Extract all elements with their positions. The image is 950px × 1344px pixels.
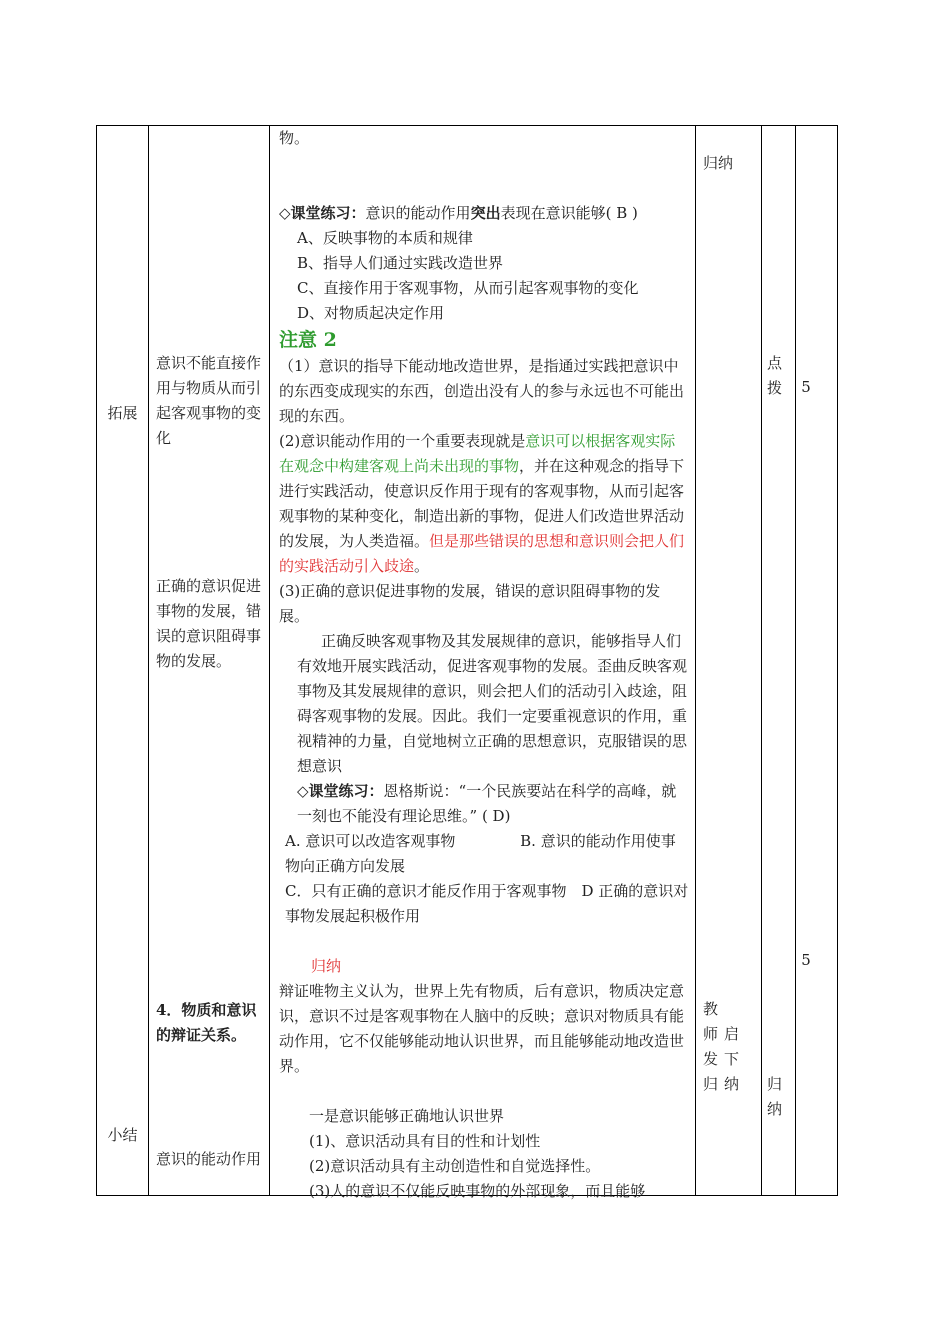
exercise-emphasis: 突出 bbox=[470, 204, 501, 222]
stage-expand: 拓展 bbox=[107, 404, 138, 422]
lesson-table bbox=[96, 125, 838, 1200]
method-teacher-guide: 教 师启 发下 归纳 bbox=[703, 1000, 767, 1093]
summary-paragraph: 辩证唯物主义认为，世界上先有物质，后有意识，物质决定意识，意识不过是客观事物在人脑中的反映；意识对物质具有能动作用，它不仅能够能动地认识世界，而且能够能动地改造世界。 bbox=[279, 982, 685, 1075]
note-paragraph: (3)正确的意识促进事物的发展，错误的意识阻碍事物的发展。 bbox=[279, 582, 661, 625]
method-guidance: 点拨 bbox=[767, 354, 783, 397]
method-induction-2: 归纳 bbox=[767, 1075, 783, 1118]
summary-item: (2)意识活动具有主动创造性和自觉选择性。 bbox=[309, 1157, 601, 1175]
exercise-label: ◇课堂练习： bbox=[279, 204, 366, 222]
exercise-option: A、反映事物的本质和规律 bbox=[297, 229, 473, 247]
spacer bbox=[279, 929, 689, 954]
exercise-option: B、指导人们通过实践改造世界 bbox=[297, 254, 504, 272]
section-heading: 4．物质和意识的辩证关系。 bbox=[156, 1001, 257, 1044]
exercise-option: C．只有正确的意识才能反作用于客观事物 D 正确的意识对事物发展起积极作用 bbox=[285, 882, 689, 925]
spacer bbox=[279, 1079, 689, 1104]
explanation-paragraph: 正确反映客观事物及其发展规律的意识，能够指导人们有效地开展实践活动，促进客观事物的发展。歪曲反映客观事物及其发展规律的意识，则会把人们的活动引入歧途，阻碍客观事物的发展。因此。我们一定要重视意识的作用，重视精神的力量，自觉地树立正确的思想意识，克服错误的思想意识 bbox=[297, 632, 688, 775]
exercise-2-question bbox=[279, 779, 689, 829]
column-divider bbox=[795, 126, 796, 1195]
exercise-1-question bbox=[279, 201, 689, 226]
stage-summary: 小结 bbox=[107, 1126, 138, 1144]
note-paragraph bbox=[279, 429, 689, 579]
key-point-2: 正确的意识促进事物的发展，错误的意识阻碍事物的发展。 bbox=[156, 577, 262, 670]
time-minutes: 5 bbox=[801, 951, 811, 969]
exercise-option: C、直接作用于客观事物，从而引起客观事物的变化 bbox=[297, 279, 639, 297]
exercise-label: ◇课堂练习： bbox=[297, 782, 384, 800]
method-induction: 归纳 bbox=[703, 154, 734, 172]
exercise-text: 表现在意识能够( B ) bbox=[500, 204, 638, 222]
key-point-1: 意识不能直接作用与物质从而引起客观事物的变化 bbox=[156, 354, 262, 447]
main-content bbox=[279, 126, 689, 1204]
note-text: (2)意识能动作用的一个重要表现就是 bbox=[279, 432, 526, 450]
exercise-option: A. 意识可以改造客观事物 B. 意识的能动作用使事物向正确方向发展 bbox=[285, 832, 676, 875]
column-divider bbox=[269, 126, 270, 1195]
exercise-option: D、对物质起决定作用 bbox=[297, 304, 445, 322]
content-line: 物。 bbox=[279, 129, 310, 147]
summary-item: (1)、意识活动具有目的性和计划性 bbox=[309, 1132, 541, 1150]
key-point-3: 意识的能动作用 bbox=[156, 1150, 262, 1168]
note-text: ，并在这种观念的指导下进行实践活动，使意识反作用于现有的客观事物，从而引起客观事物的某种变化，制造出新的事物，促进人们改造世界活动的发展，为人类造福。 bbox=[279, 457, 685, 550]
summary-item: (3)人的意识不仅能反映事物的外部现象，而且能够 bbox=[309, 1182, 646, 1200]
spacer bbox=[279, 151, 689, 201]
exercise-text: 恩格斯说：“一个民族要站在科学的高峰，就一刻也不能没有理论思维。” ( D) bbox=[297, 782, 677, 825]
note-text: 。 bbox=[414, 557, 430, 575]
summary-label: 归纳 bbox=[311, 957, 342, 975]
time-minutes: 5 bbox=[801, 378, 811, 396]
note-highlight: 意识可以根据客观实际在观念中构建客观上尚未出现的事物 bbox=[279, 432, 676, 475]
summary-item: 一是意识能够正确地认识世界 bbox=[309, 1107, 505, 1125]
column-divider bbox=[148, 126, 149, 1195]
column-divider bbox=[695, 126, 696, 1195]
note-2-title: 注意 2 bbox=[279, 329, 337, 351]
note-paragraph: （1）意识的指导下能动地改造世界，是指通过实践把意识中的东西变成现实的东西，创造出没有人的参与永远也不可能出现的东西。 bbox=[279, 357, 685, 425]
note-warning: 但是那些错误的思想和意识则会把人们的实践活动引入歧途 bbox=[279, 532, 685, 575]
exercise-text: 意识的能动作用 bbox=[365, 204, 471, 222]
